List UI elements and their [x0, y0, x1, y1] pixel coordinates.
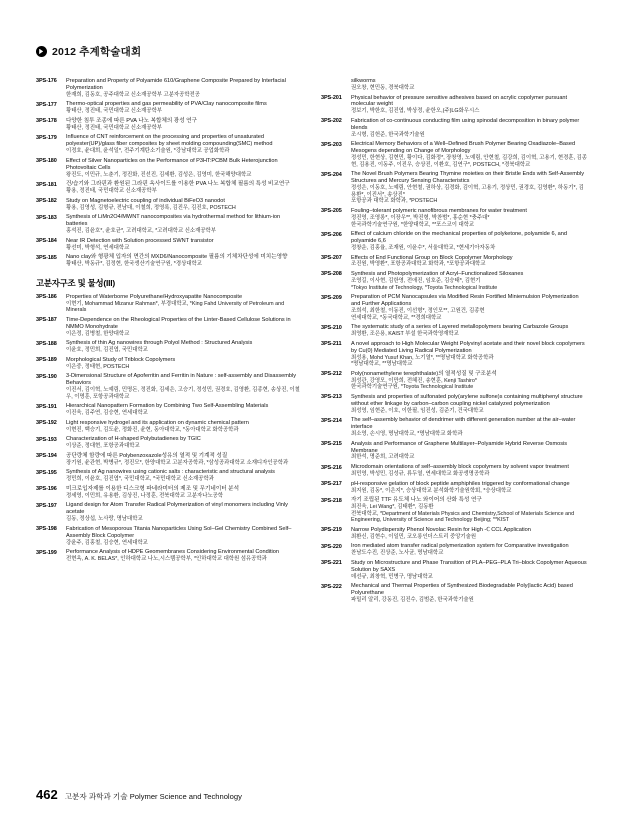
abstract-entry	[321, 141, 588, 168]
entry-body	[66, 198, 303, 212]
abstract-entry	[36, 198, 303, 212]
entry-code: 3PS-177	[36, 101, 57, 108]
entry-authors: 정성민, 한현상, 김현민, 황이다, 김화정*, 장창영, 노예림, 안현철, 김강희, 김이혁, 고용기, 현경훈, 김종현, 김용진, 이동주, 이진우, 승상진, 이환호, 김연구*, POSTECH, *경북대학교	[351, 155, 587, 168]
entry-title: Fabrication of co-continuous conducting film using spinodal decomposition in binary polymer blends	[351, 117, 580, 131]
entry-title: Study on Microstructure and Phase Transition of PLA–PEG–PLA Tri–block Copolymer Aqueous Solution by SAXS	[351, 559, 587, 573]
entry-affiliations: *Tokyo Institute of Technology, *Toyota Technological Institute	[351, 284, 498, 291]
entry-title: Analysis and Performance of Graphene Multilayer–Polyamide Hybrid Reverse Osmosis Membrane	[351, 440, 568, 454]
entry-authors: 권오창, 현민동, 경북대학교	[351, 84, 415, 91]
abstract-entry	[321, 464, 588, 478]
abstract-entry	[321, 95, 588, 115]
entry-body	[66, 118, 303, 132]
entry-authors: 한재희, 김동호, 공주대학교 신소재공학부 고분자공학전공	[66, 91, 200, 98]
entry-code: 3PS-203	[321, 141, 342, 148]
entry-title: Iron mediated atom transfer radical polymerization system for Comparative investigation	[351, 543, 569, 550]
entry-title: Time-Dependence on the Rheological Properties of the Linter-Based Cellulose Solutions in NMMO Monohydrate	[66, 316, 291, 330]
entry-title: Physical behavior of pressure sensitive adhesives based on acrylic copolymer pursuant molecular weight	[351, 94, 568, 108]
entry-authors: 데선규, 최창혁, 민병구, 명남대학교	[351, 573, 433, 580]
entry-code: 3PS-181	[36, 181, 57, 188]
entry-authors: 정창운, 김홍율, 조재원, 이윤수*, 서울대학교, *현세기아자동차	[351, 244, 496, 251]
entry-title: The self–assembly behavior of dendrimer with different generation number at the air–water interface	[351, 417, 576, 431]
entry-code: 3PS-214	[321, 417, 342, 424]
entry-body	[351, 481, 588, 495]
entry-code: 3PS-207	[321, 254, 342, 261]
page-number: 462	[36, 787, 58, 802]
entry-title: Synthesis and Photopolymerization of Acryl–Functionalized Siloxanes	[351, 271, 524, 278]
entry-authors: 황선미, 박형석, 연세대학교	[66, 244, 130, 251]
entry-authors: 최성영, 임현준, 이호, 이한필, 임진성, 김준기, 건국대학교	[351, 407, 484, 414]
abstract-entry	[36, 158, 303, 178]
entry-authors: 황태산, 정진태, 국민대학교 신소재공학부	[66, 108, 163, 115]
entry-title: Study on Magnetoelectric coupling of individual BiFeO3 nanodot	[66, 197, 225, 204]
entry-title: Synthesis of thin Ag nanowires through Polyol Method : Structured Analysis	[66, 340, 253, 347]
entry-authors: 조영길, 이사현, 김한영, 전애진, 임호준, 김승태*, 김현기	[351, 277, 481, 284]
abstract-entry	[36, 134, 303, 154]
entry-code: 3PS-221	[321, 560, 342, 567]
entry-code: 3PS-191	[36, 403, 57, 410]
entry-title: 공단량체 함량에 따른 Polybenzoxazole성유의 열적 및 기계적 성질	[66, 452, 228, 459]
entry-body	[351, 497, 588, 524]
entry-code: 3PS-198	[36, 526, 57, 533]
abstract-entry	[36, 118, 303, 132]
abstract-entry	[321, 171, 588, 205]
entry-authors: 조진원, 박영환*, 포항공과대학교 화학과, *포항공과대학교	[351, 261, 486, 268]
entry-authors: 전현옥, A. K. BELAS*, 인하대학교 나노,시스템공학부, *인하대학교 대학원 섬유공학과	[66, 556, 267, 563]
abstract-entry	[321, 341, 588, 368]
abstract-entry	[321, 231, 588, 251]
left-column	[36, 78, 303, 607]
entry-authors: 찬남도수진, 진상준, 노사균, 명남대학교	[351, 550, 444, 557]
entry-code: 3PS-215	[321, 441, 342, 448]
entry-body	[66, 254, 303, 268]
entry-title: Synthesis of LiMn2O4/MWNT nanocomposites via hydrothermal method for lithium-ion batteries	[66, 214, 281, 228]
entry-code: 3PS-204	[321, 171, 342, 178]
entry-authors: 황용, 김영성, 김형규, 전남대, 이철희, 정영록, 김진우, 김진호, POSTECH	[66, 204, 236, 211]
abstract-entry	[321, 417, 588, 437]
entry-authors: 김동, 정상섭, 노사랑, 명남대학교	[66, 516, 143, 523]
entry-body	[351, 464, 588, 478]
entry-body	[66, 373, 303, 400]
entry-authors: 홍석진, 김윤호*, 윤호균*, 고려대학교, *고려대학교 신소재공학부	[66, 227, 216, 234]
entry-code: 3PS-219	[321, 527, 342, 534]
entry-body	[66, 526, 303, 546]
abstract-entry	[36, 214, 303, 234]
abstract-entry	[321, 481, 588, 495]
abstract-entry	[36, 526, 303, 546]
abstract-entry	[321, 394, 588, 414]
entry-title: silkworms	[351, 78, 376, 84]
abstract-entry	[36, 238, 303, 252]
entry-code: 3PS-182	[36, 198, 57, 205]
entry-authors: 왕진도, 이민규, 노춘기, 정진화, 진선진, 김세환, 김성은, 김영미, 한국해양대학교	[66, 171, 252, 178]
entry-title: Mechanical and Thermal Properties of Synthesized Biodegradable Poly(lactic Acid) based Polyurethane	[351, 583, 573, 597]
entry-authors: 최한석, 명준희, 고려대학교	[351, 454, 415, 461]
entry-body	[351, 255, 588, 269]
entry-code: 3PS-187	[36, 317, 57, 324]
entry-title: 건/습기와 그라핀과 환원된 그라핀 옥사이드를 이용한 PVA 나노 복합체 필름의 특성 비교연구	[66, 181, 290, 188]
entry-body	[66, 403, 303, 417]
entry-authors: 이정호, 윤대희, 윤석일*, 전주기계탄소기술원, *강남대학교 공업화학과	[66, 148, 230, 155]
entry-body	[66, 420, 303, 434]
abstract-entry	[36, 486, 303, 500]
entry-authors: 조시형, 김헌준, 한국과학기술원	[351, 131, 425, 138]
entry-body	[66, 78, 303, 98]
entry-title: Influence of CNT reinforcement on the processing and properties of unsaturated polyester(UP)/glass fiber composites by sheet molding compounding(SMC) method	[66, 134, 273, 148]
entry-body	[351, 271, 588, 291]
entry-code: 3PS-184	[36, 238, 57, 245]
entry-code: 3PS-208	[321, 271, 342, 278]
entry-code: 3PS-206	[321, 231, 342, 238]
entry-title: Fouling–tolerant polymeric nanofibrous membranes for water treatment	[351, 208, 527, 214]
entry-code: 3PS-201	[321, 94, 342, 101]
abstract-entry	[36, 420, 303, 434]
entry-title: Synthesis and properties of sulfonated poly(arylene sulfone)s containing multiphenyl structure without ether linkage by carbon–carbon coupling nickel catalyzed polymerization	[351, 393, 583, 407]
entry-code: 3PS-193	[36, 436, 57, 443]
entry-title: The systematic study of a series of Layered metallopolymers bearing Carbazole Groups	[351, 324, 569, 331]
abstract-entry	[36, 549, 303, 563]
entry-authors: 정성은, 이동호, 노예림, 안현철, 권하상, 김경화, 김이혁, 고용기, 정상민, 권경호, 김영환*, 하동기*, 김용환*, 이진서*, 송상진*	[351, 185, 584, 198]
entry-code: 3PS-209	[321, 294, 342, 301]
entry-title: pH-responsive gelation of block peptide amphiphiles triggered by conformational change	[351, 480, 570, 487]
entry-title: 다양한 침투 조종에 따른 PVA 나노 복합체의 광성 연구	[66, 117, 197, 124]
entry-authors: 최소영, 손시영, 명남대학교, *명남대학교 화학과	[351, 431, 463, 438]
abstract-entry	[36, 181, 303, 195]
entry-body	[66, 453, 303, 467]
entry-body	[66, 549, 303, 563]
abstract-entry	[36, 373, 303, 400]
entry-authors: 황태산, 박동규*, 김정현, 한국생산기술연구원, *경상대학교	[66, 261, 202, 268]
entry-code	[321, 78, 351, 92]
entry-code: 3PS-179	[36, 134, 57, 141]
entry-body	[351, 171, 588, 205]
entry-body	[351, 231, 588, 251]
entry-body	[351, 417, 588, 437]
entry-code: 3PS-205	[321, 208, 342, 215]
entry-title: Narrow Polydispersity Phenol Novolac Resin for High -ℂ CCL Application	[351, 526, 531, 533]
entry-body	[66, 134, 303, 154]
entry-affiliations: 전북대학교, *Department of Materials Physics and Chemistry,School of Materials Science and Engineering, University of Science and Technology Beijing; **KIST	[351, 510, 575, 524]
entry-title: Morphological Study of Triblock Copolymers	[66, 356, 176, 363]
entry-authors: 최민영, 박성민, 김성규, 류두열, 연세대학교 화공생명공학과	[351, 471, 490, 477]
page-header	[36, 44, 141, 59]
abstract-entry	[36, 403, 303, 417]
entry-body	[351, 371, 588, 391]
entry-authors: 이현진, 백승기, 김도윤, 정화진, 윤현, 동아대학교, *동아대학교 화학공학과	[66, 426, 239, 433]
entry-title: Effects of End Functional Group on Block Copolymer Morphology	[351, 254, 513, 261]
entry-code: 3PS-190	[36, 373, 57, 380]
entry-authors: 황용, 정진태, 국민대학교 신소재공학부	[66, 188, 157, 195]
entry-authors: 장기원, 윤관현, 박병규*, 정진모*, 한양대학교 고분자공학과, *삼성공과대학교 소재디자인공학과	[66, 459, 289, 466]
entry-authors: 이상준, 정대현, 포항공과대학교	[66, 443, 140, 450]
entry-authors: 최환신, 김현수, 이일민, 코오롱인더스트리 중앙기술원	[351, 533, 477, 540]
entry-body	[351, 441, 588, 461]
abstract-entry	[36, 357, 303, 371]
entry-affiliations: 연세대학교, *동국대학교, **경희대학교	[351, 314, 442, 321]
entry-code: 3PS-178	[36, 118, 57, 125]
abstract-entry	[36, 340, 303, 354]
entry-affiliations: 포항공과 대학교 화학과, *POSTECH	[351, 198, 438, 205]
entry-authors: 최성관, 강영모, 이만희, 전혜진, 송현훈, Kenji Tashiro*	[351, 377, 477, 384]
entry-title: Effect of Silver Nanoparticles on the Performance of P3HT:PCBM Bulk Heterojunction Photovoltaic Cells	[66, 157, 278, 171]
entry-title: Near IR Detection with Solution processed SWNT transistor	[66, 237, 214, 244]
entry-code: 3PS-222	[321, 583, 342, 590]
entry-body	[351, 208, 588, 228]
entry-body	[66, 357, 303, 371]
entry-authors: 조희석, 최한철, 이동진, 이선형*, 정인모**, 고원건, 김종현	[351, 307, 485, 314]
entry-title: Microdomain orientations of self–assembly block copolymers by solvent vapor treatment	[351, 464, 569, 471]
entry-body	[351, 141, 588, 168]
entry-authors: 이윤호, 정민희, 김진엽, 국민대학교	[66, 347, 148, 354]
entry-title: Ligand design for Atom Transfer Radical Polymerization of vinyl monomers including Vinly acetate	[66, 502, 288, 516]
entry-title: 자기 조립된 TTF 유도체 나노 와이어의 산화 특성 연구	[351, 497, 482, 504]
entry-authors: 최성용, Mohd Yusuf Khan, 노기열*, **명남대학교 화학공학과	[351, 354, 494, 361]
entry-title: Thermo-optical properties and gas permeability of PVA/Clay nanocomposite films	[66, 101, 267, 108]
entry-title: Fabrication of Mesoporous Titania Nanoparticles Using Sol–Gel Chemistry Combined Self–Assembly Block Copolymer	[66, 525, 292, 539]
entry-code: 3PS-196	[36, 486, 57, 493]
entry-code: 3PS-180	[36, 158, 57, 165]
abstract-entry	[321, 208, 588, 228]
entry-title: Properties of Waterborne Polyurethane/Hydroxyapatite Nanocomposite	[66, 293, 243, 300]
entry-body	[66, 317, 303, 337]
entry-authors: 정진영, 조영롱*, 이장우**, 박진형, 박찬범*, 홍순현 *충주대*	[351, 214, 490, 221]
entry-body	[66, 238, 303, 252]
entry-code: 3PS-194	[36, 453, 57, 460]
abstract-entry	[321, 441, 588, 461]
abstract-entry	[321, 271, 588, 291]
entry-body	[66, 486, 303, 500]
entry-authors: 이은중, 정태현, POSTECH	[66, 363, 130, 370]
entry-body	[351, 341, 588, 368]
journal-name: 고분자 과학과 기술 Polymer Science and Technology	[64, 792, 242, 801]
two-column-body	[36, 78, 588, 607]
entry-title: Electrical Memory Behaviors of a Well–Defined Brush Polymer Bearing Oxadiazole–Based Mesogens depending on Change of Morphology	[351, 141, 576, 155]
entry-title: Preparation of PCM Nanocapsules via Modified Resin Fortified Miniemulsion Polymerization and Further Applications	[351, 294, 579, 308]
entry-title: 3-Dimensional Structure of Apoferritin and Ferritin in Nature : self-assembly and Disassembly Behaviors	[66, 373, 297, 387]
entry-code: 3PS-195	[36, 469, 57, 476]
entry-code: 3PS-199	[36, 549, 57, 556]
entry-affiliations: 한국과학기술연구원, *Toyota Technological Institute	[351, 384, 474, 391]
entry-affiliations: 한국과학기술연구원, *한양대학교, **포스코이 대학교	[351, 221, 475, 228]
entry-code: 3PS-210	[321, 324, 342, 331]
entry-body	[351, 78, 588, 92]
entry-code: 3PS-185	[36, 254, 57, 261]
abstract-entry	[36, 453, 303, 467]
entry-authors: 최지원, 김동*, 이은지*, 승상대학교 분석화학기술원학회, *승상대학교	[351, 487, 512, 494]
right-column	[321, 78, 588, 607]
entry-code: 3PS-212	[321, 371, 342, 378]
abstract-entry	[321, 560, 588, 580]
entry-code: 3PS-211	[321, 341, 342, 348]
abstract-entry	[36, 254, 303, 268]
entry-title: Light responsive hydrogel and its application on dynamic chemical pattern	[66, 419, 249, 426]
abstract-entry	[321, 78, 588, 92]
abstract-entry	[321, 583, 588, 603]
abstract-entry	[321, 497, 588, 524]
entry-body	[66, 158, 303, 178]
entry-body	[351, 118, 588, 138]
entry-authors: 최영환, 조은용, KAIST 부설 한국과학영재학교	[351, 331, 459, 338]
entry-title: Preparation and Property of Polyamide 610/Graphene Composite Prepared by Interfacial Polymerization	[66, 78, 286, 91]
abstract-entry	[321, 371, 588, 391]
play-bullet-icon	[36, 46, 47, 57]
entry-title: Effect of calcium chloride on the mechanical properties of polyketone, polyamide 6, and polyamide 6,6	[351, 231, 568, 245]
entry-title: Synthesis of Ag nanowires using cationic salts : characteristic and structural analysis	[66, 469, 275, 476]
abstract-entry	[321, 255, 588, 269]
entry-body	[66, 502, 303, 522]
entry-code: 3PS-216	[321, 464, 342, 471]
entry-code: 3PS-218	[321, 497, 342, 504]
entry-code: 3PS-186	[36, 294, 57, 301]
entry-body	[351, 294, 588, 321]
abstract-entry	[36, 502, 303, 522]
entry-code: 3PS-202	[321, 118, 342, 125]
entry-code: 3PS-183	[36, 214, 57, 221]
entry-title: Nano clay와 형광체 입자의 면간의 MXD6/Nanocomposite 필름의 기체차단성에 미치는영향	[66, 254, 288, 261]
entry-authors: 이현기, Mohammad Mizanur Rahman*, 부경대학교, *King Fahd University of Petroleum and Minerals	[66, 300, 285, 314]
abstract-entry	[36, 317, 303, 337]
abstract-entry	[321, 527, 588, 541]
entry-body	[66, 101, 303, 115]
entry-authors: 황태산, 정진태, 국민대학교 신소재공학부	[66, 124, 163, 131]
entry-title: A novel approach to High Molecular Weight Polyvinyl acetate and their novel block copolymers by Cu(0) Mediated Living Radical Polymerization	[351, 340, 585, 354]
entry-code: 3PS-213	[321, 394, 342, 401]
entry-body	[351, 543, 588, 557]
entry-body	[351, 560, 588, 580]
entry-body	[351, 394, 588, 414]
entry-body	[66, 294, 303, 314]
abstract-entry	[36, 469, 303, 483]
entry-authors: 정보기, 박한호, 김진엽, 박상정, 윤한오,(주)LG화우시스	[351, 108, 480, 115]
abstract-entry	[321, 118, 588, 138]
entry-title: Hierarchical Nanopattern Formation by Combining Two Self-Assembling Materials	[66, 403, 269, 410]
abstract-entry	[321, 543, 588, 557]
abstract-entry	[321, 324, 588, 338]
entry-code: 3PS-176	[36, 78, 57, 85]
entry-title: Performance Analysis of HDPE Geomembranes Considering Environmental Condition	[66, 549, 279, 556]
entry-body	[66, 436, 303, 450]
entry-code: 3PS-197	[36, 502, 57, 509]
entry-code: 3PS-188	[36, 340, 57, 347]
abstract-entry	[36, 436, 303, 450]
entry-affiliations: *명남대학교, **명남대학교	[351, 361, 413, 368]
entry-code: 3PS-217	[321, 481, 342, 488]
entry-body	[351, 583, 588, 603]
abstract-entry	[36, 294, 303, 314]
entry-authors: 정세영, 이민희, 유용환, 김상진, 나정훈, 전북대학교 고분자나노공학	[66, 492, 224, 499]
entry-title: The Novel Brush Polymers Bearing Thymine moieties on their Bristle Ends with Self-Assembly Structures and Mercury Sensing Characteristics	[351, 171, 585, 185]
entry-body	[351, 95, 588, 115]
abstract-entry	[36, 101, 303, 115]
conference-title: 2012 추계학술대회	[52, 46, 142, 58]
page-footer	[36, 787, 242, 802]
entry-body	[66, 214, 303, 234]
entry-authors: 이은정, 김병철, 한양대학교	[66, 330, 130, 337]
entry-authors: 최진욱, Lei Wang*, 김태환*, 김동환	[351, 504, 434, 511]
entry-code: 3PS-192	[36, 420, 57, 427]
entry-title: 미크로입자제를 이용한 디스크형 파네라미터의 제조 및 무기네이터 분석	[66, 485, 239, 492]
entry-code: 3PS-189	[36, 357, 57, 364]
entry-body	[66, 469, 303, 483]
entry-authors: 강윤주, 김홍철, 김승현, 연세대학교	[66, 539, 148, 546]
entry-authors: 정민희, 이윤호, 김진엽*, 국민대학교, *국민대학교 신소재공학과	[66, 476, 214, 483]
entry-title: Poly(nonamethylene terephthalate)의 열적성질 및 구조분석	[351, 370, 497, 377]
entry-body	[66, 340, 303, 354]
entry-authors: 이진욱, 김주연, 김승현, 연세대학교	[66, 410, 148, 417]
abstract-entry	[321, 294, 588, 321]
entry-body	[351, 324, 588, 338]
entry-body	[66, 181, 303, 195]
entry-authors: 이진서, 김이혁, 노예림, 민명돈, 정진화, 김세은, 고승기, 정성민, 권경호, 김영환, 김종현, 송상진, 이철우, 이명훈, 포항공과대학교	[66, 386, 300, 400]
abstract-entry	[36, 78, 303, 98]
entry-body	[351, 527, 588, 541]
entry-authors: 파밀리 알리, 강동진, 김진수, 김범준, 한국과학기술원	[351, 597, 474, 604]
entry-title: Characterization of H-shaped Polybutadienes by TGIC	[66, 436, 201, 443]
entry-code: 3PS-220	[321, 543, 342, 550]
section-heading: 고분자구조 및 물성(III)	[36, 277, 115, 288]
